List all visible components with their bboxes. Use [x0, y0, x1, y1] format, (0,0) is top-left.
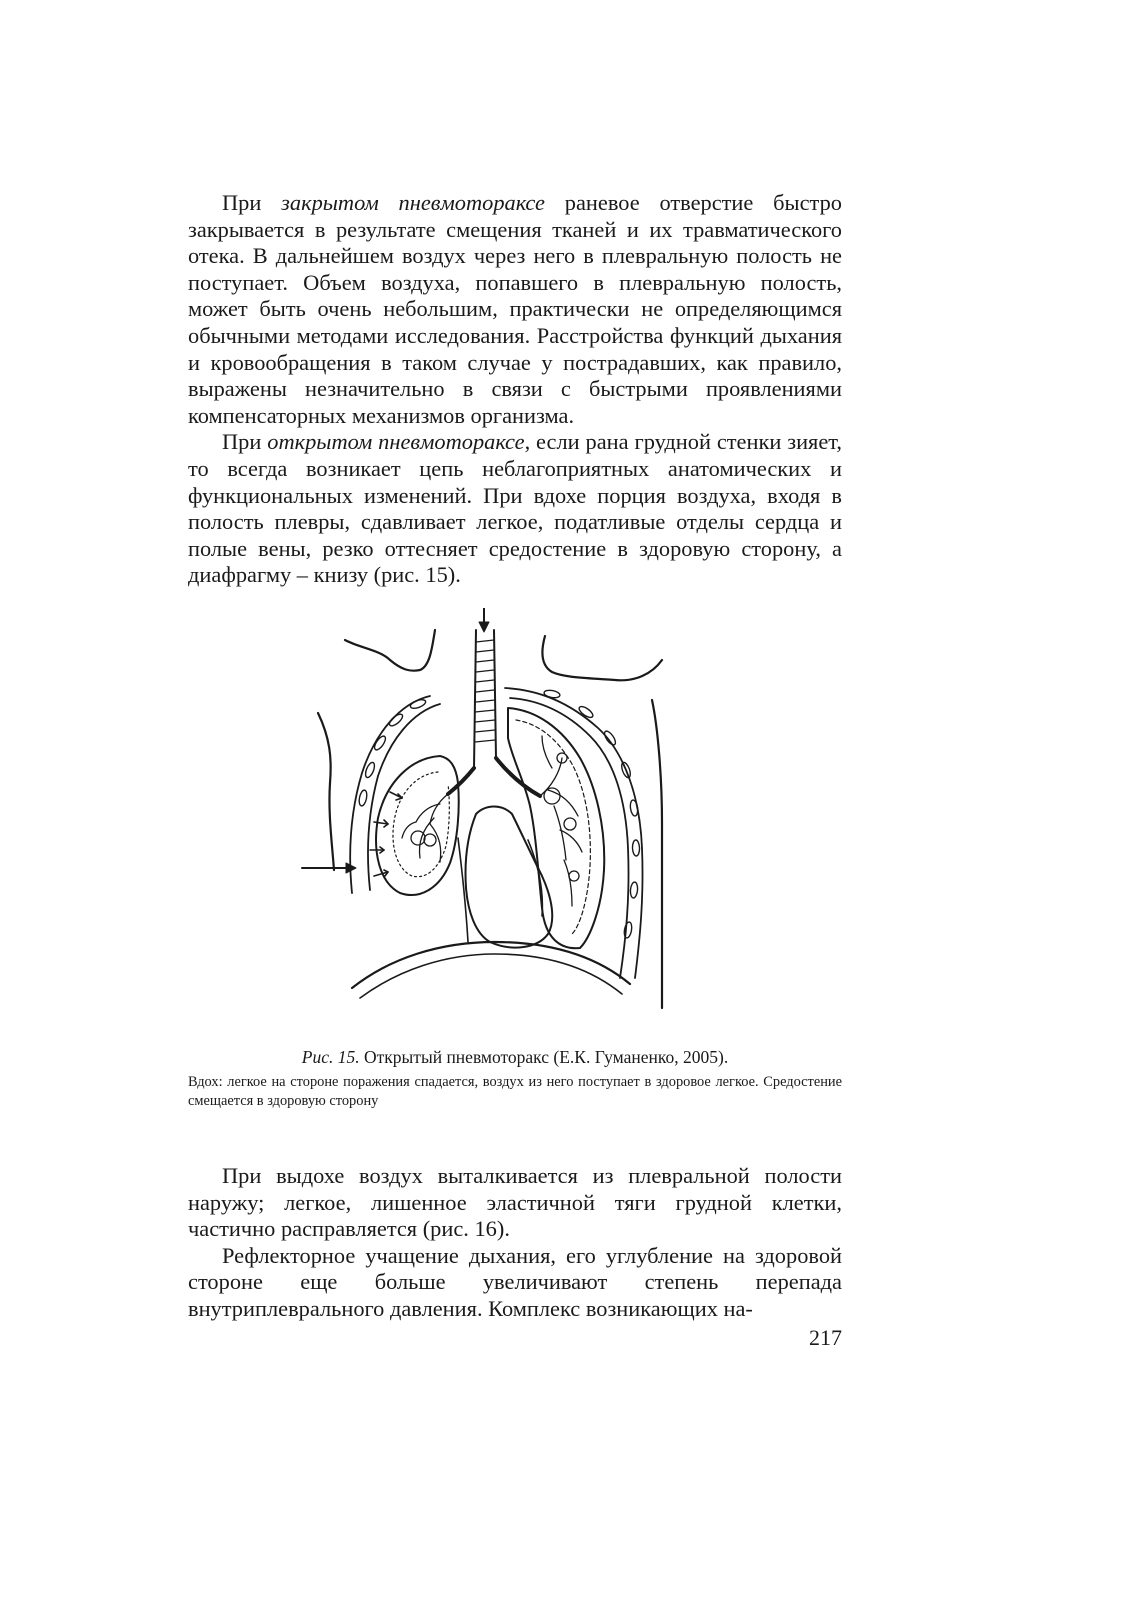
figure-open-pneumothorax-illustration — [290, 608, 830, 1018]
figure-caption-label: Рис. 15. — [301, 1047, 360, 1067]
paragraph-lead: При — [222, 429, 268, 455]
paragraph-closed-pneumothorax — [188, 190, 842, 429]
bottom-text-block — [188, 1163, 842, 1323]
paragraph-lead: При — [222, 190, 282, 215]
figure-caption-note: Вдох: легкое на стороне поражения спадается, воздух из него поступает в здоровое легкое. Средостение смещается в здоровую сторону — [188, 1074, 842, 1109]
figure-caption-title — [188, 1046, 842, 1068]
page-number: 217 — [809, 1325, 842, 1350]
thorax-line-drawing — [290, 608, 830, 1018]
paragraph-body: раневое отверстие быстро закрывается в результате смещения тканей и их травматического отека. В дальнейшем воздух через него в плевральную полость не поступает. Объем воздуха, попавшего в плевральную полость, может быть очень небольшим, практически не определяющимся обычными методами исследования. Расстройства функций дыхания и кровообращения в таком случае у пострадавших, как правило, выражены незначительно в связи с быстрыми проявлениями компенсаторных механизмов организма. — [188, 190, 842, 428]
paragraph-open-pneumothorax — [188, 429, 842, 589]
paragraph-exhalation: При выдохе воздух выталкивается из плевральной полости наружу; легкое, лишенное эластичной тяги грудной клетки, частично расправляется (рис. 16). — [188, 1163, 842, 1242]
figure-caption-text: Открытый пневмоторакс (Е.К. Гуманенко, 2005). — [359, 1047, 729, 1067]
emphasized-term: закрытом пневмотораксе — [281, 190, 545, 215]
paragraph-reflex-breathing: Рефлекторное учащение дыхания, его углубление на здоровой стороне еще больше увеличивают степень перепада внутриплеврального давления. Комплекс возникающих на- — [188, 1242, 842, 1321]
top-text-block — [188, 190, 842, 589]
emphasized-term: открытом пневмотораксе — [267, 429, 525, 455]
paragraph-body: , если рана грудной стенки зияет, то всегда возникает цепь неблагоприятных анатомических и функциональных изменений. При вдохе порция воздуха, входя в полость плевры, сдавливает легкое, податливые отделы сердца и полые вены, резко оттесняет средостение в здоровую сторону, а диафрагму – книзу (рис. 15). — [188, 429, 842, 588]
